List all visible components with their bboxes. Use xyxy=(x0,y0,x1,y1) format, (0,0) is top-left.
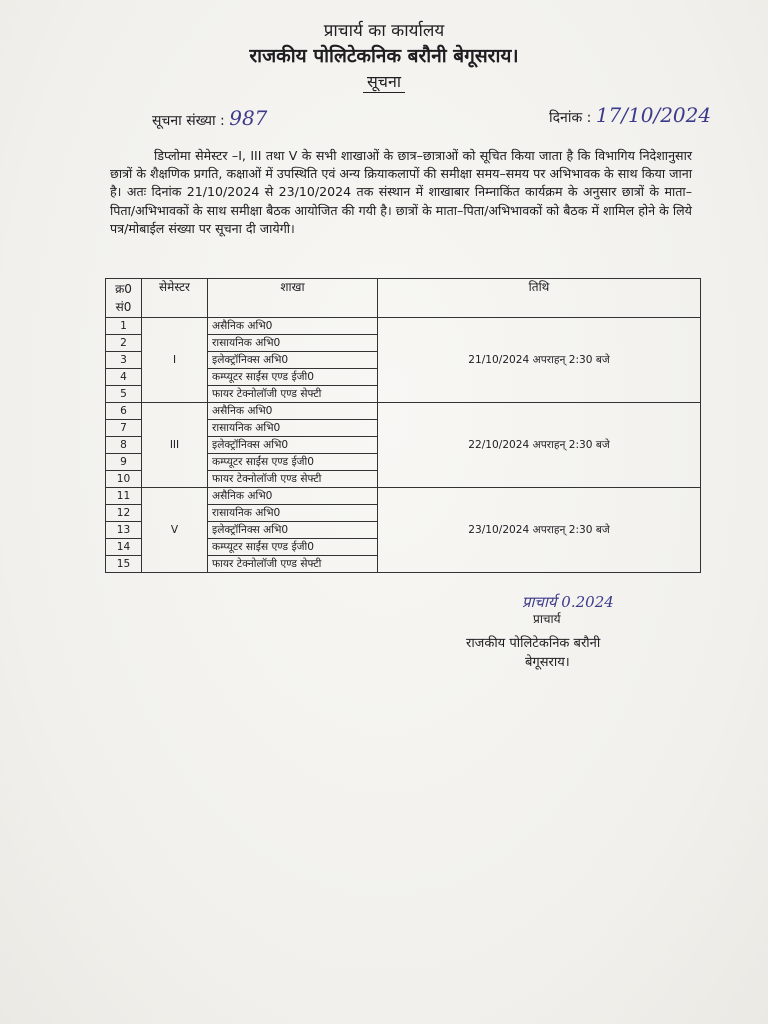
table-row xyxy=(106,318,701,335)
cell-serial: 14 xyxy=(106,539,142,556)
cell-semester: V xyxy=(142,488,208,573)
cell-serial: 12 xyxy=(106,505,142,522)
notice-number-value: 987 xyxy=(229,106,268,130)
cell-branch: असैनिक अभि0 xyxy=(208,488,378,505)
cell-branch: फायर टेक्नोलॉजी एण्ड सेफ्टी xyxy=(208,386,378,403)
signatory-title: प्राचार्य xyxy=(533,612,561,626)
institution-name: राजकीय पोलिटेकनिक बरौनी बेगूसराय। xyxy=(249,45,519,67)
cell-branch: कम्प्यूटर साईंस एण्ड ईजी0 xyxy=(208,454,378,471)
cell-branch: रासायनिक अभि0 xyxy=(208,420,378,437)
header-semester: सेमेस्टर xyxy=(142,279,208,318)
cell-branch: रासायनिक अभि0 xyxy=(208,505,378,522)
table-body xyxy=(106,318,701,573)
signature-scribble: प्राचार्य 0.2024 xyxy=(522,593,614,611)
cell-branch: इलेक्ट्रॉनिक्स अभि0 xyxy=(208,522,378,539)
cell-semester: I xyxy=(142,318,208,403)
cell-serial: 7 xyxy=(106,420,142,437)
notice-body: डिप्लोमा सेमेस्टर –I, III तथा V के सभी शाखाओं के छात्र–छात्राओं को सूचित किया जाता है कि विभागिय निदेशानुसार छात्रों के शैक्षणिक प्रगति, कक्षाओं में उपस्थिति एवं अन्य क्रियाकलापों की समीक्षा समय–समय पर अभिभावक के साथ किया जाना है। अतः दिनांक 21/10/2024 से 23/10/2024 तक संस्थान में शाखाबार निम्नाकिंत कार्यक्रम के अनुसार छात्रों के माता–पिता/अभिभावकों के साथ समीक्षा बैठक आयोजित की गयी है। छात्रों के माता–पिता/अभिभावकों को बैठक में शामिल होने के लिये पत्र/मोबाईल संख्या पर सूचना दी जायेगी। xyxy=(110,148,692,236)
schedule-table xyxy=(105,278,701,573)
signatory-location: बेगूसराय। xyxy=(525,655,570,670)
cell-branch: फायर टेक्नोलॉजी एण्ड सेफ्टी xyxy=(208,471,378,488)
cell-semester: III xyxy=(142,403,208,488)
cell-serial: 11 xyxy=(106,488,142,505)
cell-serial: 15 xyxy=(106,556,142,573)
cell-branch: फायर टेक्नोलॉजी एण्ड सेफ्टी xyxy=(208,556,378,573)
cell-serial: 5 xyxy=(106,386,142,403)
cell-serial: 10 xyxy=(106,471,142,488)
cell-serial: 6 xyxy=(106,403,142,420)
cell-date: 23/10/2024 अपराहन् 2:30 बजे xyxy=(378,488,701,573)
cell-serial: 1 xyxy=(106,318,142,335)
cell-branch: इलेक्ट्रॉनिक्स अभि0 xyxy=(208,437,378,454)
table-row xyxy=(106,488,701,505)
notice-number-label: सूचना संख्या : xyxy=(152,113,225,129)
notice-number xyxy=(152,106,267,130)
cell-date: 22/10/2024 अपराहन् 2:30 बजे xyxy=(378,403,701,488)
signatory-institution: राजकीय पोलिटेकनिक बरौनी xyxy=(466,636,601,651)
cell-serial: 8 xyxy=(106,437,142,454)
notice-heading-text: सूचना xyxy=(363,72,405,93)
cell-branch: असैनिक अभि0 xyxy=(208,403,378,420)
cell-serial: 2 xyxy=(106,335,142,352)
cell-branch: असैनिक अभि0 xyxy=(208,318,378,335)
notice-date xyxy=(549,103,711,127)
table-header-row xyxy=(106,279,701,318)
cell-serial: 3 xyxy=(106,352,142,369)
header-branch: शाखा xyxy=(208,279,378,318)
cell-date: 21/10/2024 अपराहन् 2:30 बजे xyxy=(378,318,701,403)
office-title: प्राचार्य का कार्यालय xyxy=(323,21,445,41)
cell-branch: इलेक्ट्रॉनिक्स अभि0 xyxy=(208,352,378,369)
header-serial: क्र0 सं0 xyxy=(106,279,142,318)
cell-serial: 9 xyxy=(106,454,142,471)
notice-date-label: दिनांक : xyxy=(549,110,592,126)
notice-date-value: 17/10/2024 xyxy=(595,103,712,127)
cell-serial: 4 xyxy=(106,369,142,386)
header-date: तिथि xyxy=(378,279,701,318)
cell-branch: कम्प्यूटर साईंस एण्ड ईजी0 xyxy=(208,369,378,386)
cell-branch: कम्प्यूटर साईंस एण्ड ईजी0 xyxy=(208,539,378,556)
table-row xyxy=(106,403,701,420)
cell-branch: रासायनिक अभि0 xyxy=(208,335,378,352)
notice-heading xyxy=(0,70,768,92)
cell-serial: 13 xyxy=(106,522,142,539)
